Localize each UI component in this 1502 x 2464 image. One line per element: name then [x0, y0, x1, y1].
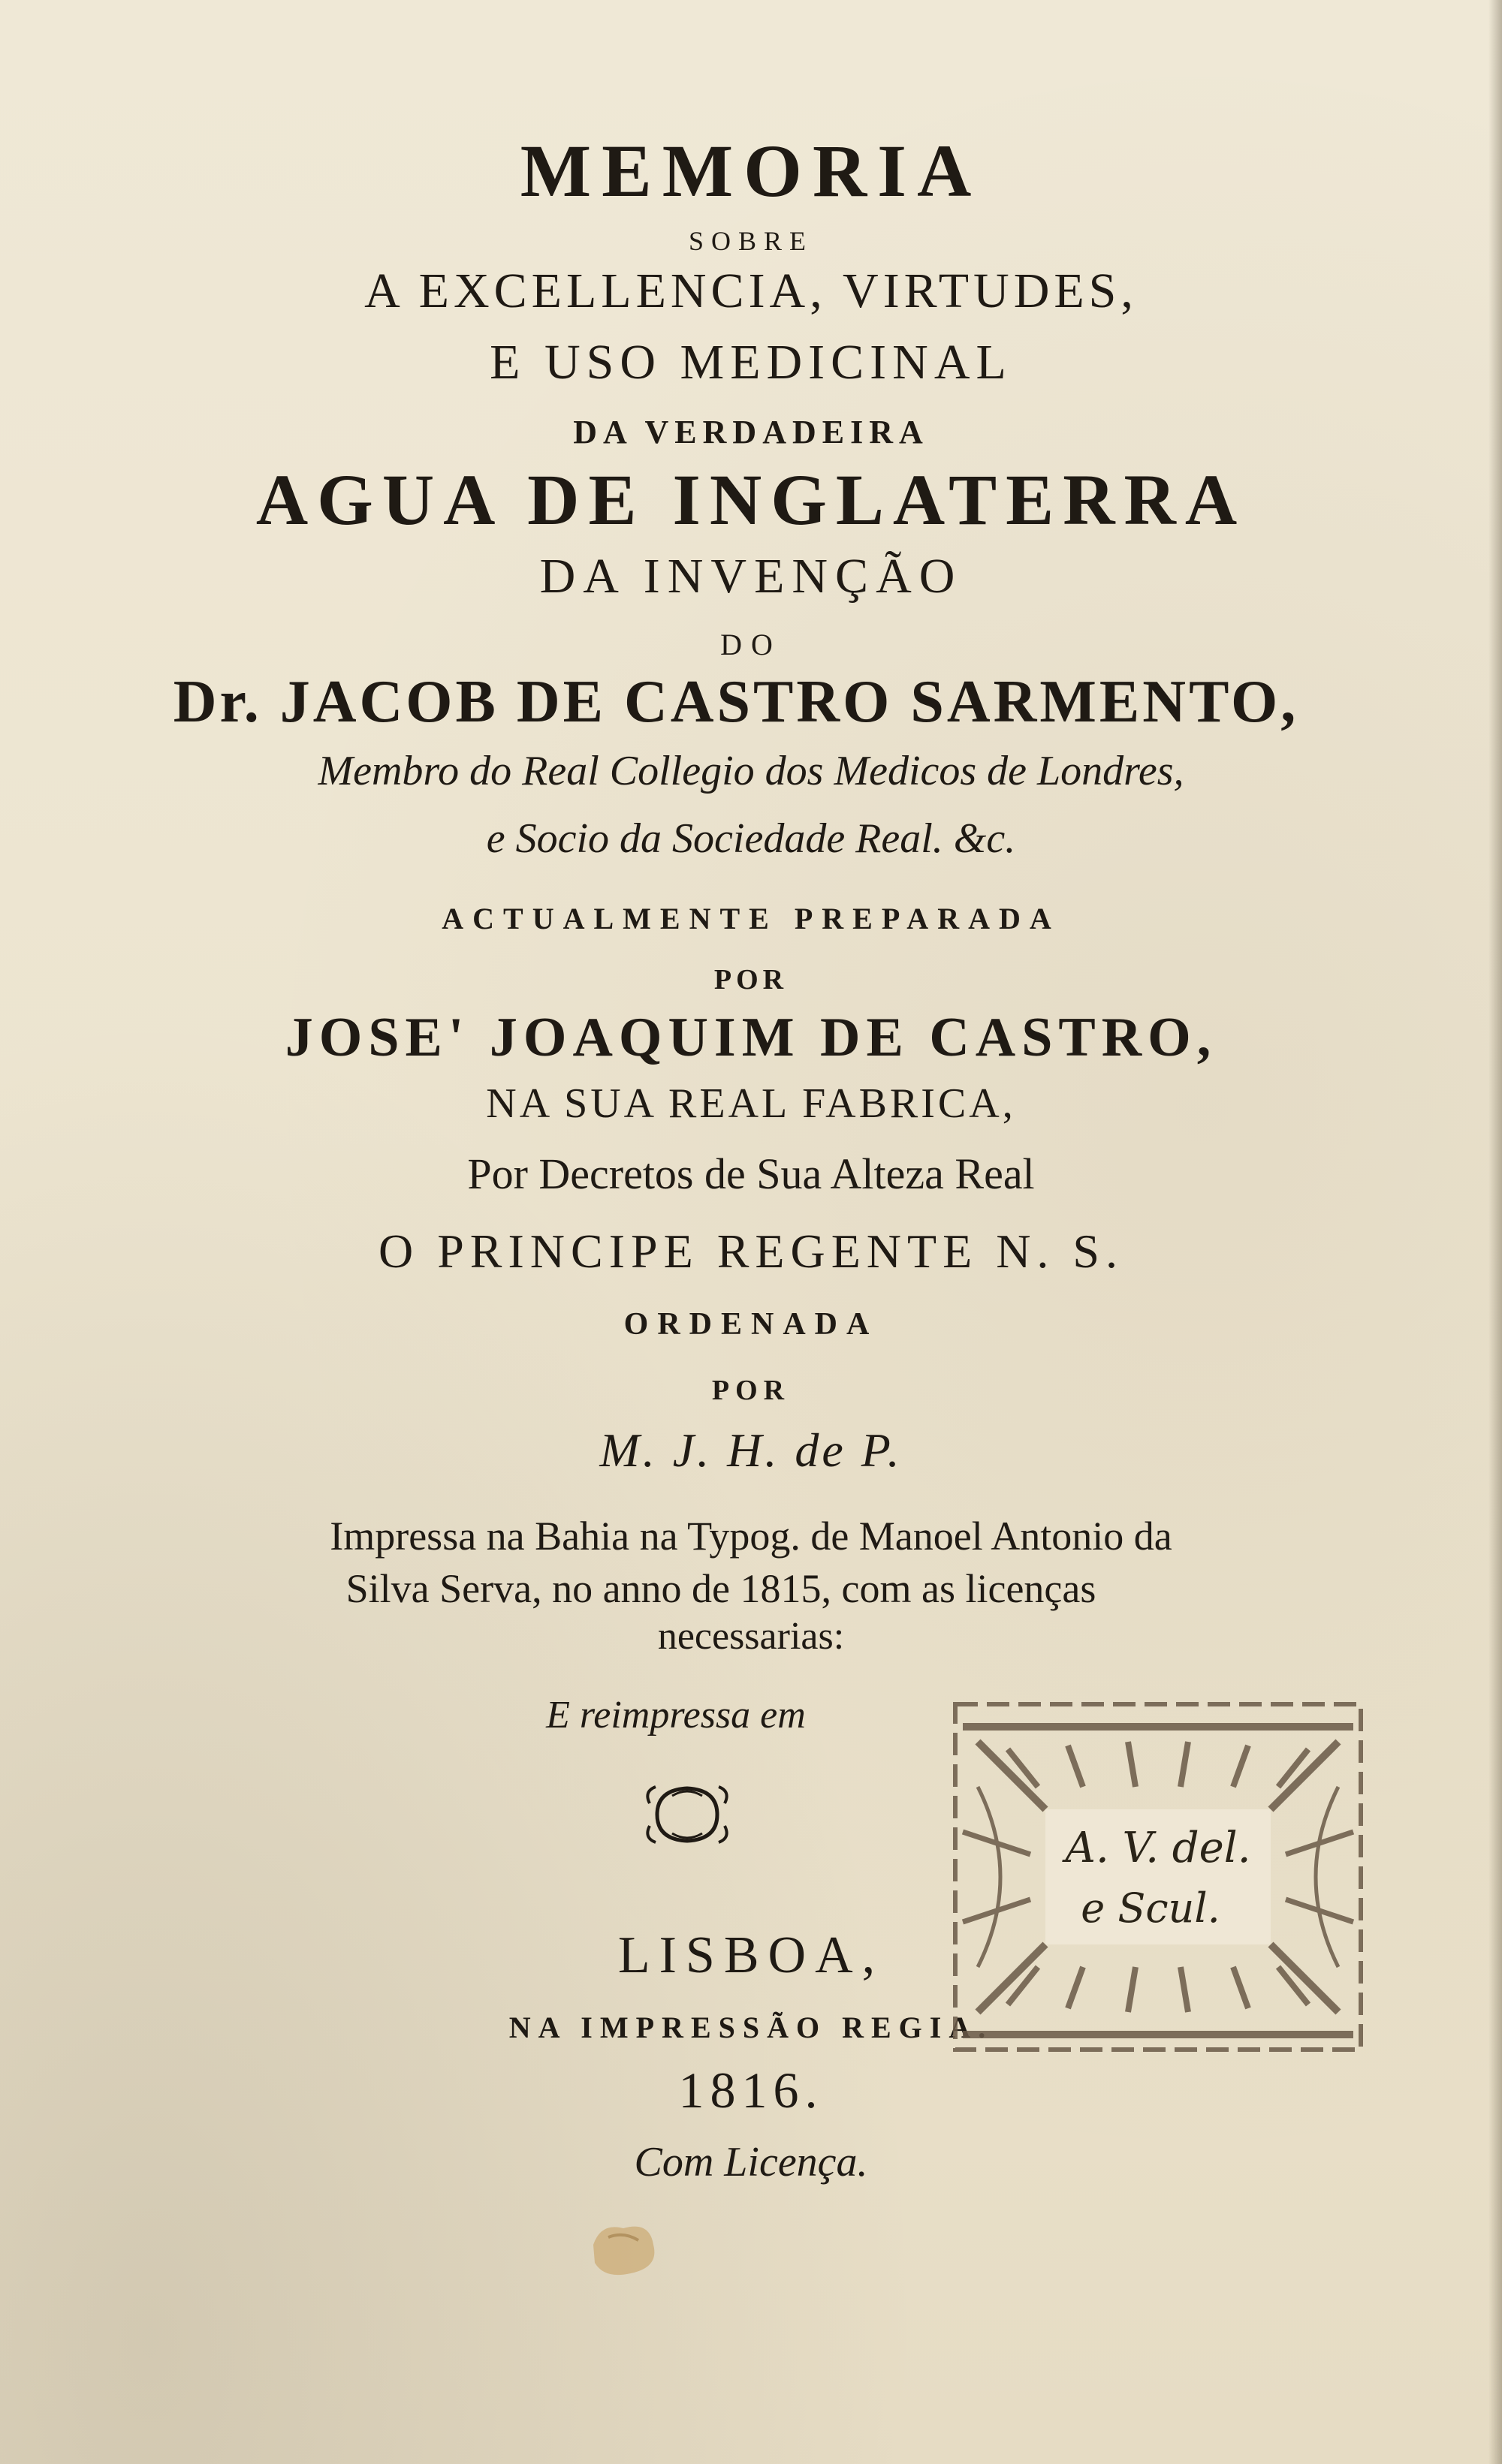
stamp-handwriting-2: e Scul.: [1081, 1884, 1220, 1932]
imprint-line-2: Silva Serva, no anno de 1815, com as licenças: [345, 1566, 1096, 1611]
printers-ornament-icon: [642, 1781, 732, 1848]
excellencia-line: A EXCELLENCIA, VIRTUDES,: [364, 264, 1138, 318]
uso-medicinal-line: E USO MEDICINAL: [490, 335, 1012, 390]
decretos-line: Por Decretos de Sua Alteza Real: [467, 1149, 1035, 1198]
imprint-line-1: Impressa na Bahia na Typog. de Manoel Antonio da: [330, 1514, 1172, 1559]
preparer-name: JOSE' JOAQUIM DE CASTRO,: [285, 1007, 1217, 1068]
agua-de-inglaterra-heading: AGUA DE INGLATERRA: [255, 459, 1247, 540]
imprint-line-3: necessarias:: [657, 1615, 845, 1658]
real-fabrica-line: NA SUA REAL FABRICA,: [486, 1080, 1016, 1127]
ordenada-line: ORDENADA: [623, 1307, 879, 1342]
por-line-2: POR: [711, 1375, 791, 1406]
invencao-line: DA INVENÇÃO: [539, 549, 963, 604]
da-verdadeira-line: DA VERDADEIRA: [573, 414, 929, 450]
sobre-line: SOBRE: [688, 226, 814, 256]
author-affiliation-1: Membro do Real Collegio dos Medicos de Londres,: [318, 748, 1184, 794]
year-line: 1816.: [678, 2062, 824, 2119]
licenca-line: Com Licença.: [634, 2139, 868, 2185]
city-line: LISBOA,: [617, 1926, 885, 1984]
owner-stamp-icon: [933, 1682, 1383, 2072]
printer-line: NA IMPRESSÃO REGIA.: [508, 2011, 994, 2044]
editor-initials: M. J. H. de P.: [599, 1423, 903, 1477]
por-line-1: POR: [713, 964, 789, 996]
actualmente-line: ACTUALMENTE PREPARADA: [442, 902, 1060, 935]
author-name: Dr. JACOB DE CASTRO SARMENTO,: [173, 669, 1299, 735]
book-title: MEMORIA: [520, 129, 982, 212]
author-affiliation-2: e Socio da Sociedade Real. &c.: [486, 815, 1016, 862]
stamp-handwriting-1: A. V. del.: [1065, 1824, 1251, 1872]
ink-blot-mark: [578, 2215, 668, 2282]
principe-regente-line: O PRINCIPE REGENTE N. S.: [378, 1224, 1124, 1278]
do-line: DO: [720, 628, 782, 661]
reimpressa-line: E reimpressa em: [546, 1694, 806, 1737]
